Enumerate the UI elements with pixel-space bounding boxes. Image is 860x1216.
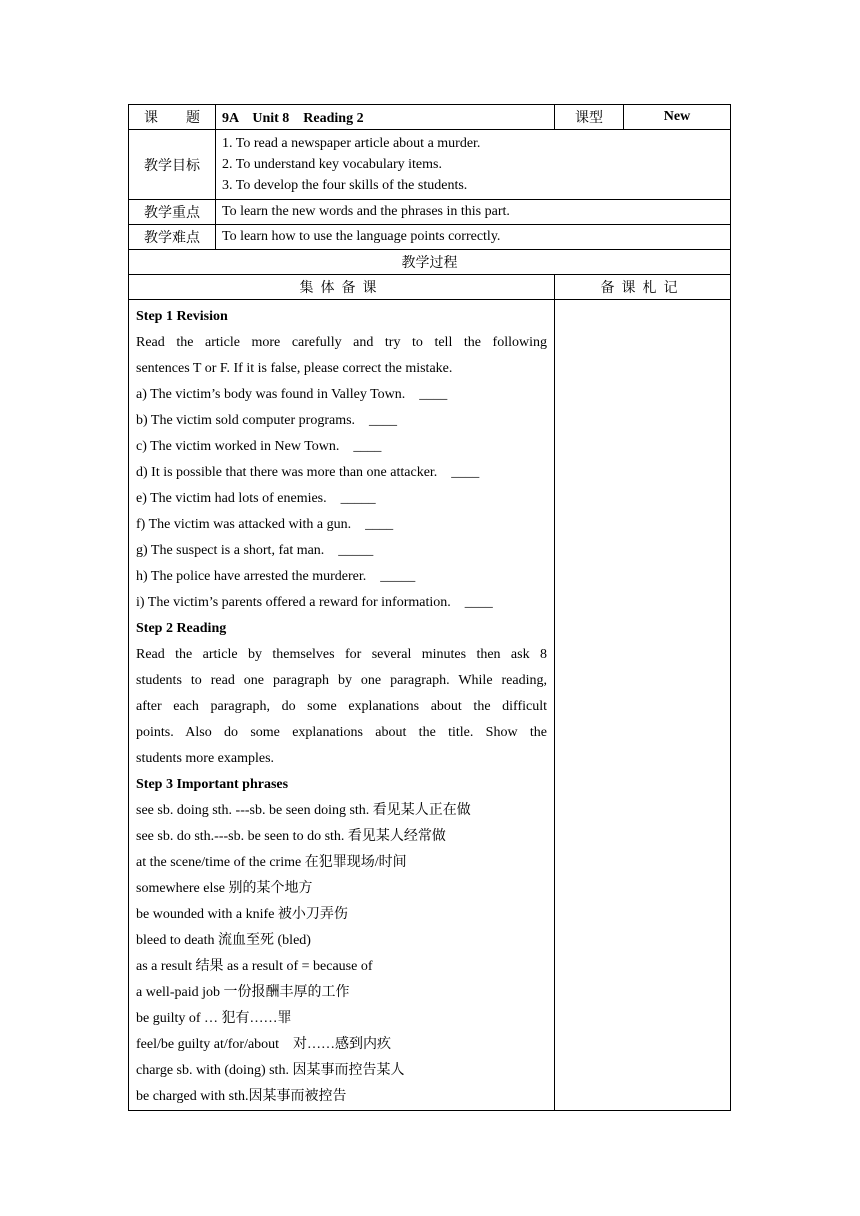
step2-line: students to read one paragraph by one paragraph. While reading, bbox=[136, 673, 547, 688]
topic-label: 课 题 bbox=[129, 105, 216, 130]
col-prep-notes: 备课札记 bbox=[555, 275, 731, 300]
objectives-row bbox=[129, 130, 731, 200]
step1-intro-line: Read the article more carefully and try to tell the following bbox=[136, 335, 547, 350]
difficulties-row bbox=[129, 225, 731, 250]
tf-item: e) The victim had lots of enemies. _____ bbox=[136, 491, 376, 506]
type-value: New bbox=[624, 105, 731, 130]
step2-title: Step 2 Reading bbox=[136, 621, 227, 636]
key-points-row bbox=[129, 200, 731, 225]
objectives-list bbox=[216, 130, 731, 200]
objectives-label: 教学目标 bbox=[129, 130, 216, 200]
topic-value: 9A Unit 8 Reading 2 bbox=[216, 105, 555, 130]
tf-item: a) The victim’s body was found in Valley Town. ____ bbox=[136, 387, 448, 402]
process-columns-row bbox=[129, 275, 731, 300]
col-collective-prep: 集体备课 bbox=[129, 275, 555, 300]
header-row bbox=[129, 105, 731, 130]
phrase-item: somewhere else 别的某个地方 bbox=[136, 881, 313, 896]
step1-title: Step 1 Revision bbox=[136, 309, 228, 324]
lesson-plan-table bbox=[128, 104, 731, 1111]
phrase-item: as a result 结果 as a result of = because of bbox=[136, 959, 373, 974]
key-points-label: 教学重点 bbox=[129, 200, 216, 225]
objective-item: 1. To read a newspaper article about a murder. bbox=[222, 136, 481, 151]
tf-item: i) The victim’s parents offered a reward for information. ____ bbox=[136, 595, 493, 610]
objective-item: 2. To understand key vocabulary items. bbox=[222, 157, 442, 172]
step2-line: after each paragraph, do some explanations about the difficult bbox=[136, 699, 547, 714]
phrase-item: a well-paid job 一份报酬丰厚的工作 bbox=[136, 985, 350, 1000]
phrase-item: charge sb. with (doing) sth. 因某事而控告某人 bbox=[136, 1063, 405, 1078]
tf-item: b) The victim sold computer programs. ____ bbox=[136, 413, 398, 428]
process-title-row bbox=[129, 250, 731, 275]
phrase-item: at the scene/time of the crime 在犯罪现场/时间 bbox=[136, 855, 407, 870]
phrase-item: be charged with sth.因某事而被控告 bbox=[136, 1089, 347, 1104]
tf-item: d) It is possible that there was more than one attacker. ____ bbox=[136, 465, 480, 480]
phrase-item: see sb. do sth.---sb. be seen to do sth. 看见某人经常做 bbox=[136, 829, 446, 844]
difficulties-text: To learn how to use the language points correctly. bbox=[216, 225, 731, 250]
phrase-item: bleed to death 流血至死 (bled) bbox=[136, 933, 311, 948]
tf-item: g) The suspect is a short, fat man. _____ bbox=[136, 543, 374, 558]
tf-item: f) The victim was attacked with a gun. ____ bbox=[136, 517, 394, 532]
process-title: 教学过程 bbox=[129, 250, 731, 275]
key-points-text: To learn the new words and the phrases in this part. bbox=[216, 200, 731, 225]
step1-intro-line: sentences T or F. If it is false, please correct the mistake. bbox=[136, 361, 453, 376]
step3-title: Step 3 Important phrases bbox=[136, 777, 289, 792]
prep-notes-area bbox=[555, 300, 731, 1111]
phrase-item: feel/be guilty at/for/about 对……感到内疚 bbox=[136, 1037, 392, 1052]
difficulties-label: 教学难点 bbox=[129, 225, 216, 250]
phrase-item: see sb. doing sth. ---sb. be seen doing sth. 看见某人正在做 bbox=[136, 803, 471, 818]
tf-item: c) The victim worked in New Town. ____ bbox=[136, 439, 382, 454]
step2-line: points. Also do some explanations about the title. Show the bbox=[136, 725, 547, 740]
tf-item: h) The police have arrested the murderer. _____ bbox=[136, 569, 416, 584]
step2-line: Read the article by themselves for several minutes then ask 8 bbox=[136, 647, 547, 662]
phrase-item: be guilty of … 犯有……罪 bbox=[136, 1011, 292, 1026]
objective-item: 3. To develop the four skills of the students. bbox=[222, 178, 468, 193]
step2-line: students more examples. bbox=[136, 751, 275, 766]
lesson-content bbox=[129, 300, 555, 1111]
type-label: 课型 bbox=[555, 105, 624, 130]
content-row bbox=[129, 300, 731, 1111]
phrase-item: be wounded with a knife 被小刀弄伤 bbox=[136, 907, 348, 922]
